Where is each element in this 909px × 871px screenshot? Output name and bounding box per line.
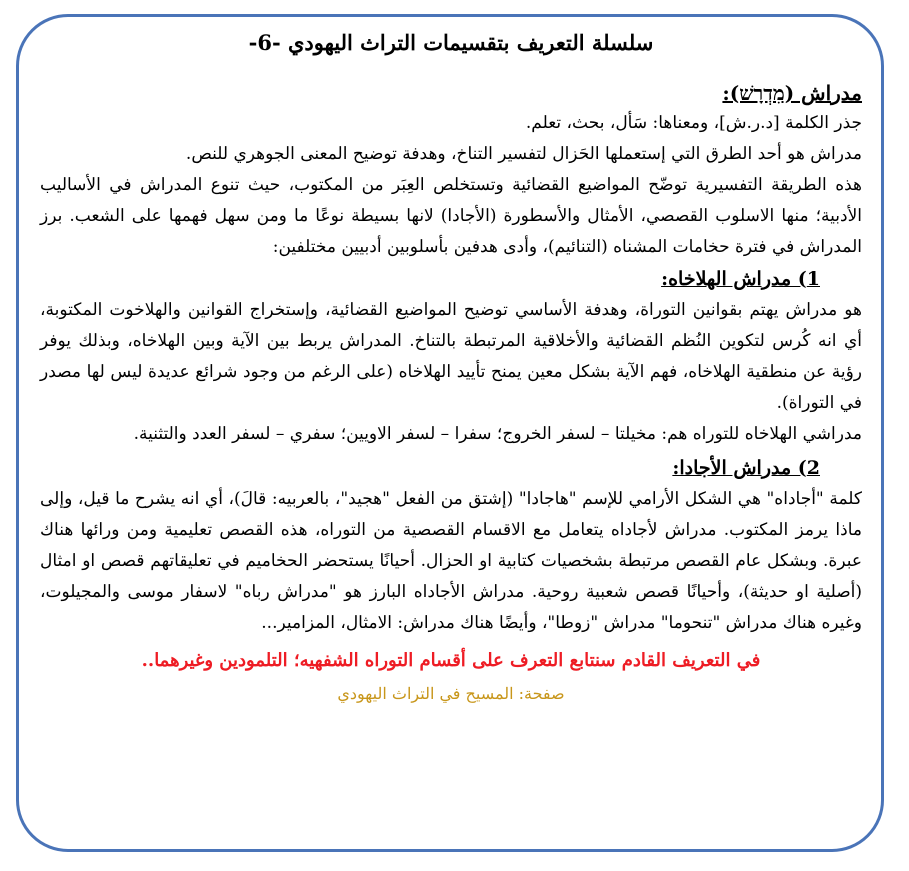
section2-paragraph: كلمة "أجاداه" هي الشكل الأرامي للإسم "هاجادا" (إشتق من الفعل "هجيد"، بالعربيه: قالَ)، أي انه يشرح ما قيل، وإلى ماذا يرمز المكتوب. مدراش لأجاداه يتعامل مع الاقسام القصصية من التوراه، هذه القصص تعليمية ومن ورائها هناك عبرة. وبشكل عام القصص مرتبطة بشخصيات كتابية او الحزال. أحيانًا يستحضر الحخاميم في تعليقاتهم قصص او امثال (أصلية او حديثة)، وأحيانًا قصص شعبية روحية. مدراش الأجاداه البارز هو "مدراش رباه" لاسفار موسى والمجيلوت، وغيره هناك مدراش "تنحوما" مدراش "زوطا"، وأيضًا هناك مدراش: الامثال، المزامير... (40, 489, 862, 633)
page-credit: صفحة: المسيح في التراث اليهودي (337, 684, 565, 703)
page-title: سلسلة التعريف بتقسيمات التراث اليهودي -6- (248, 30, 654, 55)
midrash-heading: مدراش (מִדְרָשׁ): (722, 81, 862, 105)
section1-list: مدراشي الهلاخاه للتوراه هم: مخيلتا – لسفر الخروج؛ سفرا – لسفر الاويين؛ سفري – لسفر العدد والتثنية. (133, 424, 862, 444)
section1-paragraph: هو مدراش يهتم بقوانين التوراة، وهدفة الأساسي توضيح المواضيع القضائية، وإستخراج القوانين والهلاخوت المكتوبة، أي انه كُرس لتكوين النُظم القضائية والأخلاقية المرتبطة بالتناخ. المدراش يربط بين الآية وبين الهلاخاه، وبذلك يوفر رؤية عن منطقية الهلاخاه، فهم الآية بشكل معين يمنح تأييد الهلاخاه (على الرغم من وجود شرائع عديدة ليس لها مصدر في التوراة). (40, 300, 862, 413)
intro-root: جذر الكلمة [د.ر.ش]، ومعناها: سَأل، بحث، تعلم. (525, 113, 862, 133)
intro-method: هذه الطريقة التفسيرية توضّح المواضيع القضائية وتستخلص العِبَر من المكتوب، حيث تنوع المدراش في الأساليب الأدبية؛ منها الاسلوب القصصي، الأمثال والأسطورة (الأجادا) لانها بسيطة نوعًا ما ومن سهل فهمها على الشعب. برز المدراش في فترة حخامات المشناه (التنائيم)، وأدى هدفين بأسلوبين أدبيين مختلفين: (40, 175, 862, 257)
document-body (40, 26, 862, 709)
intro-definition: مدراش هو أحد الطرق التي إستعملها الحَزال لتفسير التناخ، وهدفة توضيح المعنى الجوهري للنص. (185, 144, 862, 164)
section1-heading: 1) مدراش الهلاخاه: (661, 268, 820, 290)
next-topic-note: في التعريف القادم سنتابع التعرف على أقسام التوراه الشفهيه؛ التلمودين وغيرهما.. (141, 650, 761, 671)
section2-heading: 2) مدراش الأجادا: (672, 457, 820, 479)
